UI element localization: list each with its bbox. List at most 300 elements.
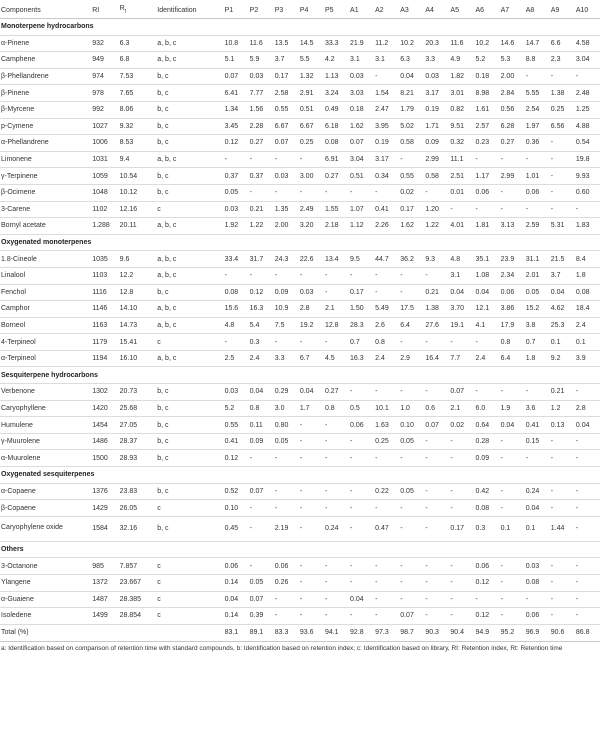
table-cell: -: [349, 558, 374, 575]
table-cell: 2.84: [500, 85, 525, 102]
table-cell: 27.6: [424, 317, 449, 334]
table-cell: 0.01: [449, 184, 474, 201]
table-cell: 3.9: [575, 350, 600, 367]
table-cell: [91, 624, 118, 641]
table-cell: 6.28: [500, 118, 525, 135]
table-cell: -: [299, 450, 324, 467]
table-cell: 0.27: [324, 168, 349, 185]
table-cell: a, b, c: [156, 35, 223, 52]
table-cell: -: [349, 483, 374, 500]
table-cell: 28.854: [119, 608, 157, 625]
table-cell: -: [500, 608, 525, 625]
table-cell: -: [224, 334, 249, 351]
table-cell: -: [374, 284, 399, 301]
table-cell: 0.12: [475, 575, 500, 592]
table-cell: 0.10: [224, 500, 249, 517]
table-cell: -: [424, 558, 449, 575]
table-cell: -: [550, 135, 575, 152]
table-cell: -: [424, 516, 449, 541]
table-cell: 10.12: [119, 184, 157, 201]
table-cell: 5.2: [224, 400, 249, 417]
table-cell: 3.70: [449, 301, 474, 318]
table-cell: 0.22: [374, 483, 399, 500]
table-row: [0, 450, 600, 467]
table-cell: a, b, c: [156, 317, 223, 334]
table-cell: 0.05: [399, 483, 424, 500]
table-cell: -: [324, 450, 349, 467]
table-cell: 0.51: [299, 101, 324, 118]
table-cell: 0.18: [475, 68, 500, 85]
table-cell: -: [324, 591, 349, 608]
table-cell: 7.5: [274, 317, 299, 334]
table-cell: 1376: [91, 483, 118, 500]
section-title: Sesquiterpene hydrocarbons: [0, 367, 600, 384]
table-cell: 90.6: [550, 624, 575, 641]
table-cell: a, b, c: [156, 151, 223, 168]
column-header: P4: [299, 2, 324, 19]
table-cell: -: [525, 68, 550, 85]
table-cell: 0.11: [249, 417, 274, 434]
table-cell: 14.6: [500, 35, 525, 52]
table-cell: -: [299, 184, 324, 201]
table-cell: -: [374, 267, 399, 284]
table-cell: 3.20: [299, 218, 324, 235]
table-cell: 31.7: [249, 251, 274, 268]
table-cell: 0.80: [274, 417, 299, 434]
table-cell: 1.54: [374, 85, 399, 102]
table-cell: 0.1: [575, 334, 600, 351]
table-cell: 0.08: [475, 500, 500, 517]
table-cell: 83.1: [224, 624, 249, 641]
table-cell: 0.06: [224, 558, 249, 575]
table-cell: 1.81: [475, 218, 500, 235]
table-cell: -: [249, 516, 274, 541]
table-cell: 0.6: [424, 400, 449, 417]
table-cell: 2.19: [274, 516, 299, 541]
table-cell: 4.01: [449, 218, 474, 235]
table-cell: 2.5: [224, 350, 249, 367]
table-cell: 0.64: [475, 417, 500, 434]
table-cell: 0.04: [224, 591, 249, 608]
table-cell: 0.41: [525, 417, 550, 434]
table-body: [0, 19, 600, 642]
table-cell: 19.8: [575, 151, 600, 168]
table-cell: -: [299, 558, 324, 575]
table-cell: -: [299, 591, 324, 608]
table-row: [0, 516, 600, 541]
table-cell: -: [349, 608, 374, 625]
table-cell: 0.8: [374, 334, 399, 351]
table-cell: 2.99: [500, 168, 525, 185]
table-cell: -: [249, 450, 274, 467]
table-cell: c: [156, 334, 223, 351]
table-cell: 90.4: [449, 624, 474, 641]
table-cell: 8.8: [525, 52, 550, 69]
table-cell: 2.1: [324, 301, 349, 318]
table-cell: 0.02: [449, 417, 474, 434]
table-row: [0, 317, 600, 334]
table-cell: -: [349, 384, 374, 401]
table-cell: 985: [91, 558, 118, 575]
table-cell: 1.82: [449, 68, 474, 85]
table-cell: 10.2: [475, 35, 500, 52]
table-cell: a, b, c: [156, 350, 223, 367]
table-cell: -: [349, 184, 374, 201]
component-name: α-Guaiene: [0, 591, 91, 608]
table-cell: -: [324, 433, 349, 450]
section-row: [0, 467, 600, 484]
table-cell: 1.61: [475, 101, 500, 118]
table-cell: 0.34: [374, 168, 399, 185]
table-cell: -: [399, 384, 424, 401]
table-cell: -: [575, 201, 600, 218]
table-cell: 1146: [91, 301, 118, 318]
table-cell: 3.00: [299, 168, 324, 185]
table-cell: c: [156, 201, 223, 218]
table-cell: 3.3: [274, 350, 299, 367]
table-cell: 15.2: [525, 301, 550, 318]
table-cell: 2.6: [374, 317, 399, 334]
table-cell: 11.1: [449, 151, 474, 168]
table-cell: -: [550, 558, 575, 575]
component-name: 4-Terpineol: [0, 334, 91, 351]
component-name: β-Ocimene: [0, 184, 91, 201]
table-cell: 1.9: [500, 400, 525, 417]
table-cell: 0.82: [449, 101, 474, 118]
table-cell: 0.36: [525, 135, 550, 152]
table-cell: -: [299, 334, 324, 351]
section-row: [0, 234, 600, 251]
table-cell: c: [156, 500, 223, 517]
table-row: [0, 35, 600, 52]
table-row: [0, 301, 600, 318]
table-cell: -: [424, 450, 449, 467]
table-cell: -: [550, 68, 575, 85]
table-cell: -: [475, 334, 500, 351]
table-cell: -: [550, 201, 575, 218]
table-cell: 0.04: [299, 384, 324, 401]
table-cell: -: [575, 591, 600, 608]
table-cell: 12.8: [119, 284, 157, 301]
table-cell: 0.03: [424, 68, 449, 85]
table-cell: 1.22: [249, 218, 274, 235]
total-row: [0, 624, 600, 641]
table-cell: 0.60: [575, 184, 600, 201]
table-cell: b, c: [156, 68, 223, 85]
table-cell: 9.32: [119, 118, 157, 135]
table-cell: 36.2: [399, 251, 424, 268]
table-cell: 949: [91, 52, 118, 69]
component-name: α-Muurolene: [0, 450, 91, 467]
table-cell: 92.8: [349, 624, 374, 641]
table-cell: 1372: [91, 575, 118, 592]
table-cell: -: [374, 608, 399, 625]
table-cell: 26.05: [119, 500, 157, 517]
table-cell: -: [500, 433, 525, 450]
table-cell: 0.06: [475, 184, 500, 201]
table-cell: 1194: [91, 350, 118, 367]
table-cell: 1420: [91, 400, 118, 417]
table-cell: 2.28: [249, 118, 274, 135]
table-cell: 4.2: [324, 52, 349, 69]
table-cell: -: [274, 334, 299, 351]
table-cell: 13.5: [274, 35, 299, 52]
column-header: A2: [374, 2, 399, 19]
table-cell: -: [424, 608, 449, 625]
table-cell: 10.8: [224, 35, 249, 52]
table-cell: 0.07: [249, 591, 274, 608]
table-cell: 0.1: [500, 516, 525, 541]
table-cell: 20.11: [119, 218, 157, 235]
table-row: [0, 350, 600, 367]
table-cell: -: [299, 500, 324, 517]
table-cell: 992: [91, 101, 118, 118]
components-table: [0, 2, 600, 642]
table-cell: -: [475, 201, 500, 218]
table-cell: 0.17: [349, 284, 374, 301]
table-cell: 1031: [91, 151, 118, 168]
table-cell: c: [156, 591, 223, 608]
table-cell: -: [550, 591, 575, 608]
table-cell: 5.4: [249, 317, 274, 334]
column-header: A9: [550, 2, 575, 19]
table-cell: 28.3: [349, 317, 374, 334]
table-cell: 3.8: [525, 317, 550, 334]
table-cell: -: [550, 184, 575, 201]
table-cell: 1500: [91, 450, 118, 467]
table-cell: 3.1: [374, 52, 399, 69]
table-cell: -: [575, 450, 600, 467]
table-cell: 9.3: [424, 251, 449, 268]
table-cell: -: [399, 334, 424, 351]
table-cell: -: [249, 558, 274, 575]
table-cell: 89.1: [249, 624, 274, 641]
table-cell: 4.8: [224, 317, 249, 334]
table-cell: -: [324, 334, 349, 351]
table-cell: -: [374, 68, 399, 85]
table-cell: 0.19: [374, 135, 399, 152]
table-cell: 0.21: [424, 284, 449, 301]
table-cell: 6.67: [299, 118, 324, 135]
table-cell: 0.39: [249, 608, 274, 625]
table-cell: 0.52: [224, 483, 249, 500]
table-cell: 28.37: [119, 433, 157, 450]
table-cell: -: [500, 591, 525, 608]
table-cell: 2.01: [525, 267, 550, 284]
table-cell: 2.9: [399, 350, 424, 367]
column-header: P2: [249, 2, 274, 19]
table-cell: 3.17: [374, 151, 399, 168]
table-cell: 2.4: [575, 317, 600, 334]
table-row: [0, 85, 600, 102]
table-cell: 33.3: [324, 35, 349, 52]
table-cell: 2.57: [475, 118, 500, 135]
table-row: [0, 591, 600, 608]
table-cell: 95.2: [500, 624, 525, 641]
table-cell: 1429: [91, 500, 118, 517]
component-name: Limonene: [0, 151, 91, 168]
table-cell: 1103: [91, 267, 118, 284]
table-cell: 1.12: [349, 218, 374, 235]
table-cell: -: [399, 516, 424, 541]
section-title: Oxygenated monoterpenes: [0, 234, 600, 251]
table-cell: 2.91: [299, 85, 324, 102]
table-cell: 2.34: [500, 267, 525, 284]
table-cell: 0.28: [475, 433, 500, 450]
table-cell: 0.26: [274, 575, 299, 592]
table-row: [0, 575, 600, 592]
table-cell: -: [500, 500, 525, 517]
table-row: [0, 135, 600, 152]
table-cell: 2.00: [500, 68, 525, 85]
table-cell: -: [575, 558, 600, 575]
table-cell: b, c: [156, 400, 223, 417]
section-row: [0, 541, 600, 558]
table-cell: 6.41: [224, 85, 249, 102]
component-name: γ-Muurolene: [0, 433, 91, 450]
component-name: Bornyl acetate: [0, 218, 91, 235]
table-cell: 0.25: [374, 433, 399, 450]
table-cell: 16.10: [119, 350, 157, 367]
table-cell: 0.07: [249, 483, 274, 500]
table-cell: 1.7: [299, 400, 324, 417]
table-cell: -: [525, 384, 550, 401]
table-cell: 0.04: [449, 284, 474, 301]
component-name: β-Myrcene: [0, 101, 91, 118]
table-row: [0, 101, 600, 118]
table-cell: 3.13: [500, 218, 525, 235]
table-cell: -: [500, 558, 525, 575]
table-cell: 0.8: [500, 334, 525, 351]
column-header: A5: [449, 2, 474, 19]
table-cell: 0.07: [449, 384, 474, 401]
table-cell: 3.03: [349, 85, 374, 102]
table-cell: 5.31: [550, 218, 575, 235]
table-cell: 1.32: [299, 68, 324, 85]
table-cell: -: [399, 591, 424, 608]
table-cell: 1.55: [324, 201, 349, 218]
table-cell: 8.21: [399, 85, 424, 102]
table-cell: -: [449, 558, 474, 575]
table-cell: -: [324, 267, 349, 284]
component-name: p-Cymene: [0, 118, 91, 135]
table-cell: -: [249, 151, 274, 168]
table-cell: c: [156, 608, 223, 625]
table-cell: 0.29: [274, 384, 299, 401]
table-row: [0, 118, 600, 135]
table-cell: -: [424, 433, 449, 450]
table-cell: 7.7: [449, 350, 474, 367]
table-cell: -: [525, 151, 550, 168]
table-cell: 1.62: [399, 218, 424, 235]
column-header: Components: [0, 2, 91, 19]
table-cell: 0.06: [475, 558, 500, 575]
table-cell: -: [550, 168, 575, 185]
table-cell: b, c: [156, 384, 223, 401]
component-name: 3-Carene: [0, 201, 91, 218]
table-cell: -: [349, 433, 374, 450]
table-cell: -: [449, 608, 474, 625]
table-cell: 3.1: [449, 267, 474, 284]
component-name: Camphene: [0, 52, 91, 69]
table-cell: 2.26: [374, 218, 399, 235]
table-cell: 10.2: [399, 35, 424, 52]
table-cell: -: [525, 201, 550, 218]
table-cell: -: [550, 483, 575, 500]
table-cell: 0.09: [249, 433, 274, 450]
table-cell: -: [525, 591, 550, 608]
table-row: [0, 433, 600, 450]
table-cell: -: [550, 608, 575, 625]
table-cell: -: [575, 575, 600, 592]
table-cell: -: [324, 483, 349, 500]
table-cell: -: [299, 417, 324, 434]
table-cell: -: [449, 450, 474, 467]
table-cell: 10.9: [274, 301, 299, 318]
table-cell: 0.18: [349, 101, 374, 118]
table-cell: 12.1: [475, 301, 500, 318]
table-cell: -: [399, 151, 424, 168]
table-cell: -: [249, 500, 274, 517]
table-cell: 8.4: [575, 251, 600, 268]
table-cell: 3.45: [224, 118, 249, 135]
table-cell: 2.47: [374, 101, 399, 118]
section-title: Oxygenated sesquiterpenes: [0, 467, 600, 484]
table-cell: 0.23: [475, 135, 500, 152]
table-cell: 1302: [91, 384, 118, 401]
table-cell: -: [299, 575, 324, 592]
table-cell: 25.3: [550, 317, 575, 334]
table-cell: -: [374, 450, 399, 467]
table-cell: -: [424, 591, 449, 608]
table-cell: 3.6: [525, 400, 550, 417]
table-cell: 2.4: [475, 350, 500, 367]
table-cell: b, c: [156, 101, 223, 118]
table-cell: -: [374, 384, 399, 401]
table-cell: 22.6: [299, 251, 324, 268]
table-cell: a, b, c: [156, 267, 223, 284]
table-cell: 10.54: [119, 168, 157, 185]
table-cell: -: [449, 334, 474, 351]
table-cell: 1.34: [224, 101, 249, 118]
table-cell: 1.22: [424, 218, 449, 235]
table-cell: 1.08: [475, 267, 500, 284]
table-cell: 0.27: [500, 135, 525, 152]
column-header: A6: [475, 2, 500, 19]
table-cell: 16.3: [249, 301, 274, 318]
table-cell: 19.1: [449, 317, 474, 334]
table-cell: 0.58: [424, 168, 449, 185]
table-cell: 98.7: [399, 624, 424, 641]
table-cell: 1059: [91, 168, 118, 185]
table-cell: 16.3: [349, 350, 374, 367]
table-cell: -: [500, 201, 525, 218]
table-cell: -: [274, 500, 299, 517]
table-cell: 94.1: [324, 624, 349, 641]
table-cell: 1487: [91, 591, 118, 608]
table-cell: 20.73: [119, 384, 157, 401]
table-row: [0, 334, 600, 351]
table-cell: 1.63: [374, 417, 399, 434]
component-name: Borneol: [0, 317, 91, 334]
table-cell: -: [575, 608, 600, 625]
table-cell: 1.56: [249, 101, 274, 118]
table-cell: 0.03: [299, 284, 324, 301]
table-cell: 12.2: [119, 267, 157, 284]
table-cell: 13.4: [324, 251, 349, 268]
table-cell: -: [424, 500, 449, 517]
table-cell: 35.1: [475, 251, 500, 268]
